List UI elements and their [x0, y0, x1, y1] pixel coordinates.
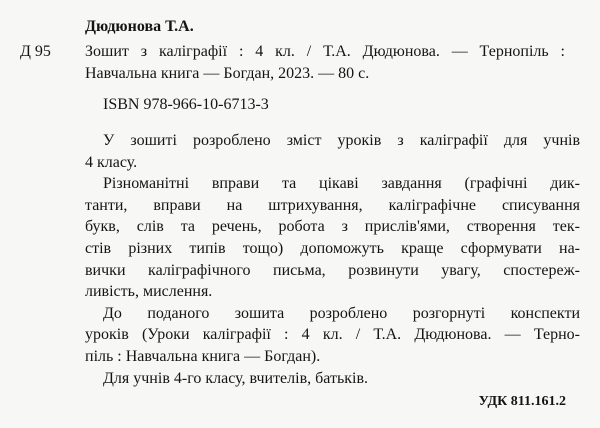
abstract-line: У зошиті розроблено зміст уроків з каліграфії для учнів — [103, 132, 580, 149]
abstract-line: стів різних типів тощо) допоможуть краще сформувати на- — [85, 239, 580, 257]
abstract-line: ливість, мислення. — [85, 283, 213, 301]
abstract-line: До поданого зошита розроблено розгорнуті конспекти — [103, 304, 580, 322]
udk-code: УДК 811.161.2 — [478, 394, 566, 409]
isbn-number: ISBN 978-966-10-6713-3 — [103, 96, 269, 113]
author-index-code: Д 95 — [20, 43, 51, 60]
author-name: Дюдюнова Т.А. — [85, 18, 194, 35]
abstract-line: танти, вправи на штрихування, каліграфічне списування — [85, 196, 580, 214]
bibliographic-line-1: Зошит з каліграфії : 4 кл. / Т.А. Дюдюнова. — Тернопіль : — [85, 43, 565, 60]
bibliographic-line-2: Навчальна книга — Богдан, 2023. — 80 с. — [85, 65, 370, 82]
abstract-line: Різноманітні вправи та цікаві завдання (графічні дик- — [103, 175, 580, 193]
abstract-line: Для учнів 4-го класу, вчителів, батьків. — [103, 369, 369, 387]
abstract-line: букв, слів та речень, робота з прислів'ями, створення тек- — [85, 218, 580, 236]
abstract-line: вички каліграфічного письма, розвинути увагу, спостереж- — [85, 261, 580, 279]
abstract-line: 4 класу. — [85, 153, 138, 171]
abstract-text — [85, 130, 580, 389]
abstract-line: піль : Навчальна книга — Богдан). — [85, 347, 321, 365]
abstract-line: уроків (Уроки каліграфії : 4 кл. / Т.А. Дюдюнова. — Терно- — [85, 326, 580, 344]
